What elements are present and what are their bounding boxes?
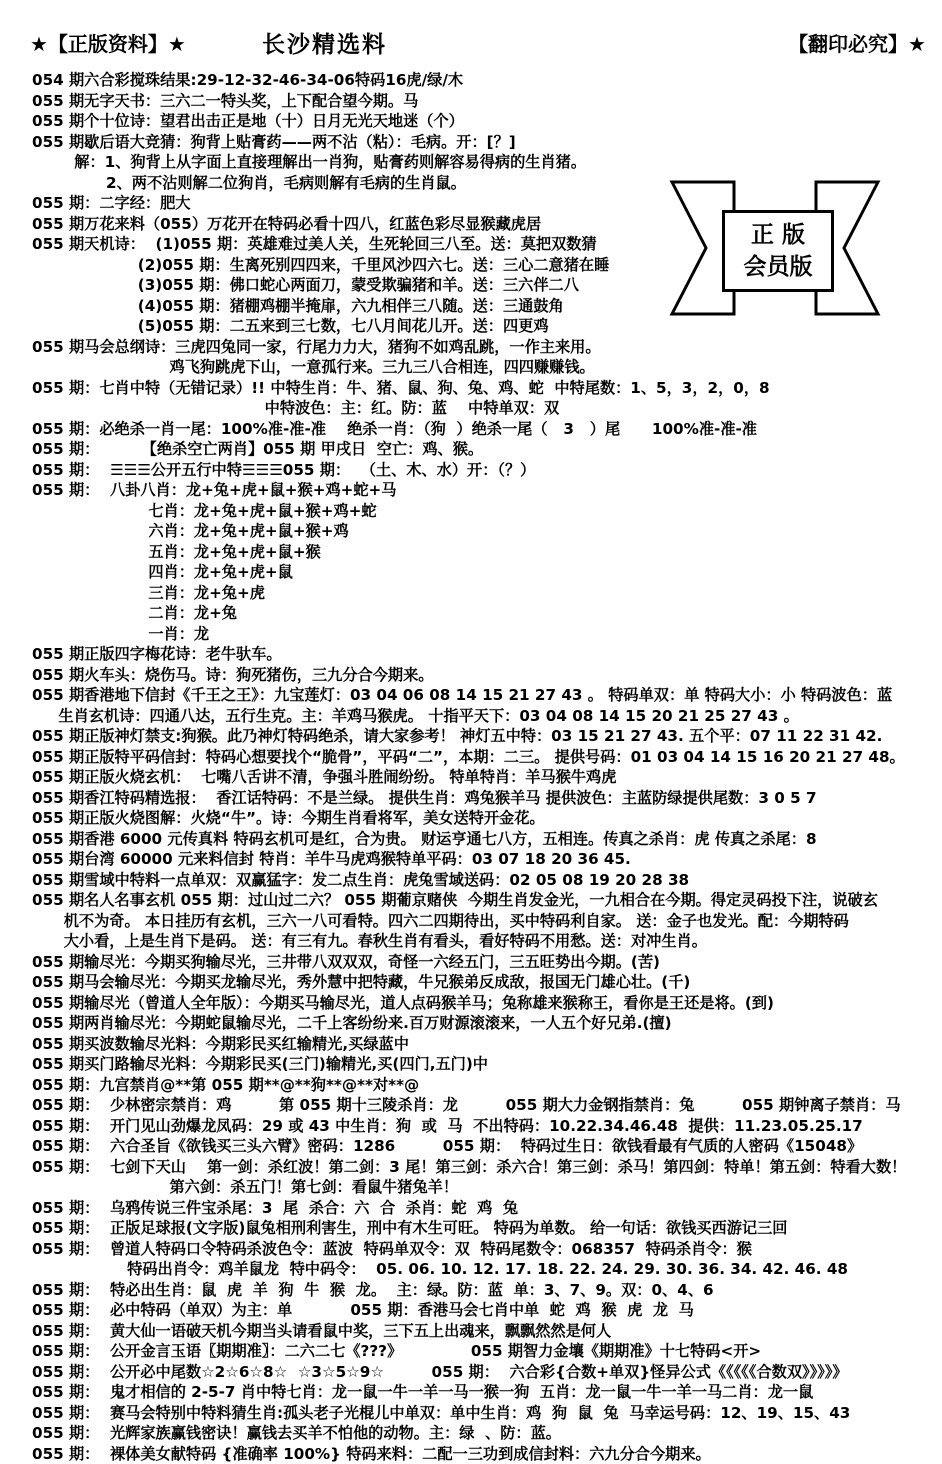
text-line: 055 期万花来料（055）万花开在特码必看十四八，红蓝色彩尽显猴藏虎居 bbox=[32, 214, 922, 235]
text-line: 055 期香港地下信封《千王之王》：九宝莲灯：03 04 06 08 14 15 21 27 43 。 特码单双：单 特码大小：小 特码波色：蓝 bbox=[32, 685, 922, 706]
text-line: 055 期正版火烧玄机： 七嘴八舌讲不清，争强斗胜闹纷纷。 特单特肖：羊马猴牛鸡虎 bbox=[32, 767, 922, 788]
text-line: 055 期香港 6000 元传真料 特码玄机可是红，合为贵。 财运亨通七八方，五相连。传真之杀肖：虎 传真之杀尾：8 bbox=[32, 829, 922, 850]
text-line: 055 期：二字经：肥大 bbox=[32, 193, 922, 214]
text-line: 055 期输尽光（曾道人全年版）：今期买马输尽光，道人点码猴羊马；兔称雄来猴称王，看你是王还是将。(到) bbox=[32, 993, 922, 1014]
text-line: 055 期： 必中特码（单双）为主：单 055 期：香港马会七肖中单 蛇 鸡 猴 虎 龙 马 bbox=[32, 1300, 922, 1321]
text-line: 特码出肖令：鸡羊鼠龙 特中码令： 05. 06. 10. 12. 17. 18. 22. 24. 29. 30. 36. 34. 42. 46. 48 bbox=[32, 1259, 922, 1280]
text-line: 大小看，上是生肖下是码。 送：有三有九。春秋生肖有看头，看好特码不用愁。送：对冲生肖。 bbox=[32, 931, 922, 952]
text-line: 055 期香江特码精选报： 香江话特码：不是兰绿。 提供生肖：鸡兔猴羊马 提供波色：主蓝防绿提供尾数：3 0 5 7 bbox=[32, 788, 922, 809]
badge-line-1: 正 版 bbox=[725, 219, 831, 251]
text-line: 055 期火车头：烧伤马。诗：狗死猪伤，三九分合今期来。 bbox=[32, 665, 922, 686]
text-line: 五肖：龙+兔+虎+鼠+猴 bbox=[32, 542, 922, 563]
text-line: 055 期买门路输尽光料：今期彩民买(三门)输精光,买(四门,五门)中 bbox=[32, 1054, 922, 1075]
text-line: 055 期台湾 60000 元来料信封 特肖：羊牛马虎鸡猴特单平码：03 07 18 20 36 45. bbox=[32, 849, 922, 870]
authentic-label: ★【正版资料】★ bbox=[30, 28, 186, 57]
text-line: 055 期： 乌鸦传说三件宝杀尾：3 尾 杀合：六 合 杀肖：蛇 鸡 兔 bbox=[32, 1198, 922, 1219]
text-line: 055 期正版特平码信封：特码心想要找个“脆骨”，平码“二”，本期：二三。 提供号码：01 03 04 14 15 16 20 21 27 48。 bbox=[32, 747, 922, 768]
text-line: 055 期买波数输尽光料：今期彩民买红输精光,买绿蓝中 bbox=[32, 1034, 922, 1055]
text-line: 鸡飞狗跳虎下山，一意孤行来。三九三八合相连，四四赚赚钱。 bbox=[32, 357, 922, 378]
text-line: 055 期正版四字梅花诗：老牛驮车。 bbox=[32, 644, 922, 665]
text-line: 一肖：龙 bbox=[32, 624, 922, 645]
text-line: 第六剑：杀五门！第七剑：看鼠牛猪兔羊！ bbox=[32, 1177, 922, 1198]
text-line: 055 期： 曾道人特码口令特码杀波色令：蓝波 特码单双令：双 特码尾数令：068357 特码杀肖令：猴 bbox=[32, 1239, 922, 1260]
text-line: 三肖：龙+兔+虎 bbox=[32, 583, 922, 604]
page-header bbox=[0, 22, 942, 62]
text-line: 055 期： 特必出生肖：鼠 虎 羊 狗 牛 猴 龙。 主：绿。防：蓝 单：3、7、9。双：0、4、6 bbox=[32, 1280, 922, 1301]
text-line: 054 期六合彩搅珠结果:29-12-32-46-34-06特码16虎/绿/木 bbox=[32, 70, 922, 91]
text-line: (3)055 期：佛口蛇心两面刀，蒙受欺骗猪和羊。送：三六伴二八 bbox=[32, 275, 922, 296]
text-line: 055 期雪域中特料一点单双：双赢猛字：发二点生肖：虎兔雪域送码：02 05 08 19 20 28 38 bbox=[32, 870, 922, 891]
text-line: 055 期： 少林密宗禁肖：鸡 第 055 期十三陵杀肖：龙 055 期大力金钢指禁肖：兔 055 期钟离子禁肖：马 bbox=[32, 1095, 922, 1116]
badge-line-2: 会员版 bbox=[725, 251, 831, 283]
member-badge bbox=[668, 180, 882, 316]
text-line: 055 期： 黄大仙一语破天机今期当头请看鼠中奖，三下五上出魂来，飘飘然然是何人 bbox=[32, 1321, 922, 1342]
text-line: 055 期正版火烧图解：火烧“牛”。诗：今期生肖看将军，美女送特开金花。 bbox=[32, 808, 922, 829]
text-line: 055 期： 六合圣旨《欲钱买三头六臂》密码：1286 055 期： 特码过生日：欲钱看最有气质的人密码《15048》 bbox=[32, 1136, 922, 1157]
text-line: 055 期： 鬼才相信的 2-5-7 肖中特七肖：龙一鼠一牛一羊一马一猴一狗 五肖：龙一鼠一牛一羊一马二肖：龙一鼠 bbox=[32, 1382, 922, 1403]
text-line: 055 期： 八卦八肖：龙+兔+虎+鼠+猴+鸡+蛇+马 bbox=[32, 480, 922, 501]
text-line: 055 期： 光辉家族赢钱密诀！赢钱去买羊不怕他的动物。主：绿 、防：蓝。 bbox=[32, 1423, 922, 1444]
copyright-label: 【翻印必究】★ bbox=[788, 28, 926, 57]
text-line: (5)055 期：二五来到三七数，七八月间花儿开。送：四更鸡 bbox=[32, 316, 922, 337]
text-line: 055 期个十位诗：望君出击正是地（十）日月无光天地迷（个） bbox=[32, 111, 922, 132]
text-line: 055 期：九宫禁肖@**第 055 期**@**狗**@**对**@ bbox=[32, 1075, 922, 1096]
text-line: 四肖：龙+兔+虎+鼠 bbox=[32, 562, 922, 583]
text-line: 055 期： 七剑下天山 第一剑：杀红波！第二剑：3 尾！第三剑：杀六合！第三剑：杀马！第四剑：特单！第五剑：特看大数！ bbox=[32, 1157, 922, 1178]
text-line: 二肖：龙+兔 bbox=[32, 603, 922, 624]
badge-frame bbox=[722, 210, 834, 292]
page-title: 长沙精选料 bbox=[262, 26, 387, 59]
text-line: 055 期马会输尽光：今期买龙输尽光，秀外慧中把特藏，牛兄猴弟反成敌，报国无门雄心壮。(千) bbox=[32, 972, 922, 993]
text-line: 055 期： 【绝杀空亡两肖】055 期 甲戌日 空亡：鸡、猴。 bbox=[32, 439, 922, 460]
text-line: 解：1、狗背上从字面上直接理解出一肖狗，贴膏药则解容易得病的生肖猪。 bbox=[32, 152, 922, 173]
text-line: 055 期： 裸体美女献特码 {准确率 100%} 特码来料：二配一三功到成信封料：六九分合今期来。 bbox=[32, 1444, 922, 1464]
text-line: 055 期： ☰☰☰公开五行中特☰☰☰055 期： （土、木、水）开：（？） bbox=[32, 460, 922, 481]
text-line: 055 期： 公开必中尾数☆2☆6☆8☆ ☆3☆5☆9☆ 055 期： 六合彩{合数+单双}怪异公式《《《《《合数双》》》》》 bbox=[32, 1362, 922, 1383]
text-line: 七肖：龙+兔+虎+鼠+猴+鸡+蛇 bbox=[32, 501, 922, 522]
text-line: 055 期马会总纲诗：三虎四兔同一家，行尾力力大，猪狗不如鸡乱跳，一作主来用。 bbox=[32, 337, 922, 358]
text-line: 机不为奇。 本日挂历有玄机，三六一八可看特。四六二四期待出，买中特码利自家。 送：金子也发光。配：今期特码 bbox=[32, 911, 922, 932]
text-line: 六肖：龙+兔+虎+鼠+猴+鸡 bbox=[32, 521, 922, 542]
text-line: 2、两不沾则解二位狗肖，毛病则解有毛病的生肖鼠。 bbox=[32, 173, 922, 194]
text-line: 055 期： 赛马会特别中特料猜生肖:孤头老子光棍儿中单双：单中生肖：鸡 狗 鼠 兔 马幸运号码：12、19、15、43 bbox=[32, 1403, 922, 1424]
text-line: 055 期：七肖中特（无错记录）!! 中特生肖：牛、猪、鼠、狗、兔、鸡、蛇 中特尾数：1、5，3，2，0，8 bbox=[32, 378, 922, 399]
text-line: 055 期输尽光：今期买狗输尽光，三井带八双双双，奇怪一六经五门，三五旺势出今期。(苦) bbox=[32, 952, 922, 973]
text-line: 055 期： 正版足球报(文字版)鼠兔相刑利害生，刑中有木生可旺。 特码为单数。 给一句话：欲钱买西游记三回 bbox=[32, 1218, 922, 1239]
text-line: (2)055 期：生离死别四四来，千里风沙四六七。送：三心二意猪在睡 bbox=[32, 255, 922, 276]
text-line: 055 期两肖输尽光：今期蛇鼠输尽光，二千上客纷纷来.百万财源滚滚来，一人五个好兄弟.(擅) bbox=[32, 1013, 922, 1034]
text-line: 055 期歇后语大竞猜：狗背上贴膏药——两不沾（粘）：毛病。开：[？] bbox=[32, 132, 922, 153]
text-line: 生肖玄机诗：四通八达，五行生克。主：羊鸡马猴虎。 十指平天下：03 04 08 14 15 20 21 25 27 43 。 bbox=[32, 706, 922, 727]
text-line: 055 期： 开门见山劲爆龙凤码：29 或 43 中生肖：狗 或 马 不出特码：10.22.34.46.48 提供：11.23.05.25.17 bbox=[32, 1116, 922, 1137]
text-line: 055 期：必绝杀一肖一尾：100%准-准-准 绝杀一肖：（狗 ）绝杀一尾（ 3 ）尾 100%准-准-准 bbox=[32, 419, 922, 440]
text-line: 055 期无字天书：三六二一特头奖，上下配合望今期。马 bbox=[32, 91, 922, 112]
text-line: 055 期名人名事玄机 055 期：过山过二六？ 055 期葡京赌侠 今期生肖发金光，一九相合在今期。得定灵码投下注，说破玄 bbox=[32, 890, 922, 911]
text-line: 中特波色：主：红。防：蓝 中特单双：双 bbox=[32, 398, 922, 419]
text-line: (4)055 期：猪棚鸡棚半掩扉，六九相伴三八随。送：三通鼓角 bbox=[32, 296, 922, 317]
text-line: 055 期： 公开金言玉语〖期期准〗：二六二七《???》 055 期智力金壤《期期准》十七特码<开> bbox=[32, 1341, 922, 1362]
text-line: 055 期天机诗： (1)055 期：英雄难过美人关，生死轮回三八至。送：莫把双数猜 bbox=[32, 234, 922, 255]
text-line: 055 期正版神灯禁支:狗猴。此乃神灯特码绝杀，请大家参考！ 神灯五中特：03 15 21 27 43. 五个平：07 11 22 31 42. bbox=[32, 726, 922, 747]
